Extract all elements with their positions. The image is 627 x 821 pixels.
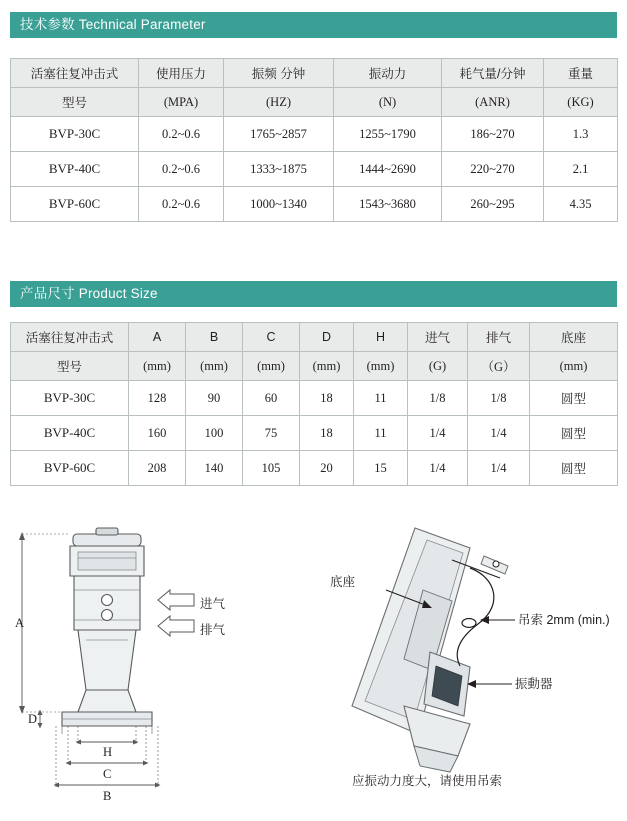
cell-model: BVP-40C <box>11 152 139 187</box>
dim-label-a: A <box>15 616 25 630</box>
table-row <box>11 117 618 152</box>
callout-base: 底座 <box>330 575 356 589</box>
th-unit-c: (mm) <box>243 352 300 381</box>
cell-a: 208 <box>129 451 186 486</box>
cell-c: 60 <box>243 381 300 416</box>
cell-frequency: 1765~2857 <box>224 117 334 152</box>
cell-model: BVP-40C <box>11 416 129 451</box>
th-unit-b: (mm) <box>186 352 243 381</box>
th-air-consumption: 耗气量/分钟 <box>442 59 544 88</box>
th-dim-b: B <box>186 323 243 352</box>
cell-pressure: 0.2~0.6 <box>139 117 224 152</box>
product-size-table <box>10 322 618 486</box>
cell-weight: 1.3 <box>544 117 618 152</box>
th-unit-n: (N) <box>334 88 442 117</box>
cell-outlet: 1/8 <box>468 381 530 416</box>
th-dim-h: H <box>354 323 408 352</box>
th-working-pressure: 使用压力 <box>139 59 224 88</box>
cell-h: 11 <box>354 381 408 416</box>
cell-force: 1444~2690 <box>334 152 442 187</box>
cell-model: BVP-30C <box>11 381 129 416</box>
cell-d: 18 <box>300 416 354 451</box>
th-model: 型号 <box>11 88 139 117</box>
cell-base: 圆型 <box>530 451 618 486</box>
cell-inlet: 1/4 <box>408 451 468 486</box>
cell-pressure: 0.2~0.6 <box>139 187 224 222</box>
cell-d: 20 <box>300 451 354 486</box>
cell-frequency: 1333~1875 <box>224 152 334 187</box>
cell-h: 15 <box>354 451 408 486</box>
callout-vibrator: 振動器 <box>515 677 553 691</box>
section-title-en: Product Size <box>78 286 158 301</box>
table-row <box>11 416 618 451</box>
cell-outlet: 1/4 <box>468 416 530 451</box>
th-unit-base: (mm) <box>530 352 618 381</box>
cell-base: 圆型 <box>530 381 618 416</box>
air-outlet-arrow-icon <box>158 616 194 636</box>
cell-h: 11 <box>354 416 408 451</box>
th-unit-kg: (KG) <box>544 88 618 117</box>
cell-model: BVP-60C <box>11 187 139 222</box>
th-air-inlet: 进气 <box>408 323 468 352</box>
table-row <box>11 187 618 222</box>
th-unit-d: (mm) <box>300 352 354 381</box>
technical-parameter-table <box>10 58 618 222</box>
th-dim-d: D <box>300 323 354 352</box>
th-frequency: 振频 分钟 <box>224 59 334 88</box>
cell-outlet: 1/4 <box>468 451 530 486</box>
cell-frequency: 1000~1340 <box>224 187 334 222</box>
cell-c: 75 <box>243 416 300 451</box>
table-row <box>11 152 618 187</box>
th-unit-anr: (ANR) <box>442 88 544 117</box>
cell-inlet: 1/4 <box>408 416 468 451</box>
dim-label-h: H <box>103 745 113 759</box>
callout-sling: 吊索 2mm (min.) <box>518 613 610 627</box>
drawings-area <box>0 520 627 821</box>
th-model-type: 活塞往复冲击式 <box>11 59 139 88</box>
th-weight: 重量 <box>544 59 618 88</box>
section-header-product-size <box>10 281 617 307</box>
cell-a: 160 <box>129 416 186 451</box>
th-unit-hz: (HZ) <box>224 88 334 117</box>
installation-note: 应振动力度大，请使用吊索 <box>352 774 503 788</box>
section-title-cn: 产品尺寸 <box>20 286 79 301</box>
th-unit-outlet: （G） <box>468 352 530 381</box>
callout-air-outlet: 排气 <box>200 623 226 637</box>
cell-model: BVP-30C <box>11 117 139 152</box>
th-base: 底座 <box>530 323 618 352</box>
table-header-row <box>11 59 618 88</box>
cell-inlet: 1/8 <box>408 381 468 416</box>
th-unit-mpa: (MPA) <box>139 88 224 117</box>
cell-pressure: 0.2~0.6 <box>139 152 224 187</box>
th-vibration-force: 振动力 <box>334 59 442 88</box>
table-header-row <box>11 323 618 352</box>
cell-base: 圆型 <box>530 416 618 451</box>
cell-weight: 4.35 <box>544 187 618 222</box>
callout-air-inlet: 进气 <box>200 597 226 611</box>
th-dim-a: A <box>129 323 186 352</box>
th-air-outlet: 排气 <box>468 323 530 352</box>
dim-label-d: D <box>28 712 38 726</box>
cell-b: 100 <box>186 416 243 451</box>
th-dim-c: C <box>243 323 300 352</box>
section-header-technical-parameter <box>10 12 617 38</box>
section-title-cn: 技术参数 <box>20 17 79 32</box>
cell-model: BVP-60C <box>11 451 129 486</box>
cell-air: 220~270 <box>442 152 544 187</box>
cell-force: 1543~3680 <box>334 187 442 222</box>
cell-b: 140 <box>186 451 243 486</box>
air-inlet-arrow-icon <box>158 590 194 610</box>
section-title-en: Technical Parameter <box>78 17 206 32</box>
table-row <box>11 451 618 486</box>
cell-air: 260~295 <box>442 187 544 222</box>
cell-force: 1255~1790 <box>334 117 442 152</box>
th-unit-inlet: (G) <box>408 352 468 381</box>
dim-label-b: B <box>103 789 112 803</box>
th-unit-a: (mm) <box>129 352 186 381</box>
table-row <box>11 381 618 416</box>
table-unit-row <box>11 352 618 381</box>
left-drawing-callout-arrows <box>158 590 194 636</box>
cell-c: 105 <box>243 451 300 486</box>
th-model: 型号 <box>11 352 129 381</box>
th-unit-h: (mm) <box>354 352 408 381</box>
dim-label-c: C <box>103 767 112 781</box>
cell-b: 90 <box>186 381 243 416</box>
th-model-type: 活塞往复冲击式 <box>11 323 129 352</box>
left-drawing-vibrator-front-view <box>62 528 152 726</box>
cell-air: 186~270 <box>442 117 544 152</box>
table-unit-row <box>11 88 618 117</box>
cell-a: 128 <box>129 381 186 416</box>
right-drawing-installation-view <box>352 528 508 772</box>
cell-d: 18 <box>300 381 354 416</box>
cell-weight: 2.1 <box>544 152 618 187</box>
drawings-svg <box>0 520 627 821</box>
